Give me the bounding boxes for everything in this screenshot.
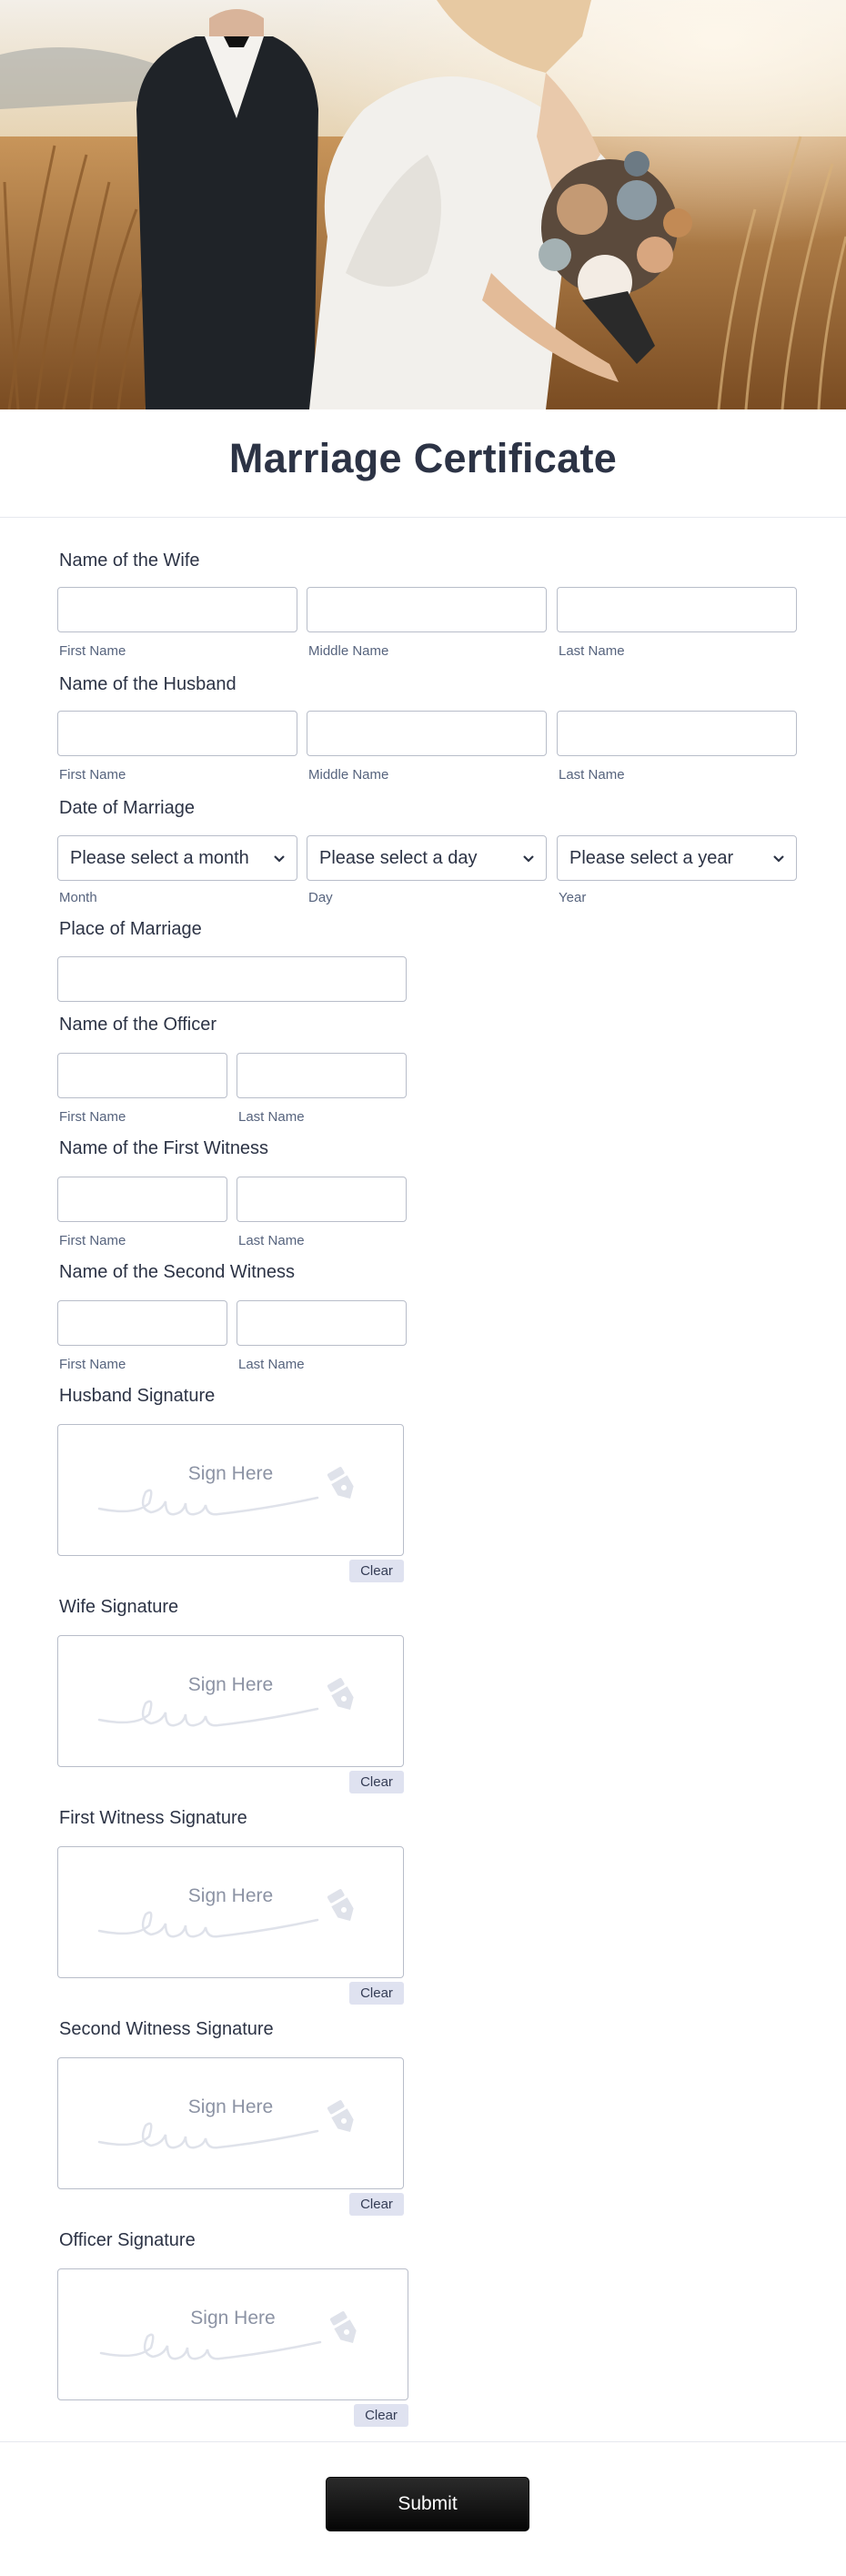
husband-name-label: Name of the Husband bbox=[59, 674, 237, 694]
officer-last-name-input[interactable] bbox=[237, 1053, 407, 1098]
place-of-marriage-input[interactable] bbox=[57, 956, 407, 1002]
chevron-down-icon bbox=[273, 852, 286, 864]
signature-scribble-icon bbox=[58, 2058, 404, 2189]
second-witness-first-name-input[interactable] bbox=[57, 1300, 227, 1346]
second-witness-last-name-sublabel: Last Name bbox=[238, 1357, 305, 1372]
place-of-marriage-label: Place of Marriage bbox=[59, 919, 202, 939]
husband-first-name-sublabel: First Name bbox=[59, 767, 126, 783]
wife-first-name-sublabel: First Name bbox=[59, 643, 126, 659]
hero-image bbox=[0, 0, 846, 409]
officer-name-label: Name of the Officer bbox=[59, 1015, 217, 1035]
sign-here-placeholder: Sign Here bbox=[187, 1463, 274, 1484]
wife-middle-name-input[interactable] bbox=[307, 587, 547, 632]
date-of-marriage-label: Date of Marriage bbox=[59, 798, 195, 818]
husband-signature-label: Husband Signature bbox=[59, 1386, 216, 1406]
second-witness-signature-clear-button[interactable]: Clear bbox=[349, 2193, 404, 2216]
signature-scribble-icon bbox=[58, 2269, 408, 2400]
husband-middle-name-sublabel: Middle Name bbox=[308, 767, 389, 783]
month-select-value: Please select a month bbox=[70, 847, 249, 868]
month-sublabel: Month bbox=[59, 890, 97, 905]
wife-signature-clear-button[interactable]: Clear bbox=[349, 1771, 404, 1793]
signature-scribble-icon bbox=[58, 1636, 404, 1767]
wife-first-name-input[interactable] bbox=[57, 587, 297, 632]
husband-middle-name-input[interactable] bbox=[307, 711, 547, 756]
officer-signature-label: Officer Signature bbox=[59, 2230, 196, 2250]
wife-middle-name-sublabel: Middle Name bbox=[308, 643, 389, 659]
first-witness-last-name-input[interactable] bbox=[237, 1177, 407, 1222]
submit-button[interactable]: Submit bbox=[326, 2477, 529, 2531]
sign-here-placeholder: Sign Here bbox=[187, 2096, 274, 2117]
signature-scribble-icon bbox=[58, 1425, 404, 1556]
officer-signature-pad[interactable] bbox=[57, 2268, 408, 2400]
wife-signature-pad[interactable] bbox=[57, 1635, 404, 1767]
sign-here-placeholder: Sign Here bbox=[187, 1885, 274, 1906]
form-title: Marriage Certificate bbox=[228, 435, 618, 481]
second-witness-first-name-sublabel: First Name bbox=[59, 1357, 126, 1372]
submit-divider bbox=[0, 2441, 846, 2442]
signature-scribble-icon bbox=[58, 1847, 404, 1978]
second-witness-signature-pad[interactable] bbox=[57, 2057, 404, 2189]
year-select[interactable] bbox=[557, 835, 797, 881]
husband-signature-clear-button[interactable]: Clear bbox=[349, 1560, 404, 1582]
husband-signature-pad[interactable] bbox=[57, 1424, 404, 1556]
husband-last-name-sublabel: Last Name bbox=[559, 767, 625, 783]
first-witness-first-name-input[interactable] bbox=[57, 1177, 227, 1222]
first-witness-name-label: Name of the First Witness bbox=[59, 1138, 269, 1158]
officer-last-name-sublabel: Last Name bbox=[238, 1109, 305, 1125]
officer-first-name-sublabel: First Name bbox=[59, 1109, 126, 1125]
officer-first-name-input[interactable] bbox=[57, 1053, 227, 1098]
chevron-down-icon bbox=[772, 852, 785, 864]
day-sublabel: Day bbox=[308, 890, 333, 905]
first-witness-signature-label: First Witness Signature bbox=[59, 1808, 247, 1828]
year-select-value: Please select a year bbox=[569, 847, 734, 868]
wife-last-name-sublabel: Last Name bbox=[559, 643, 625, 659]
officer-signature-clear-button[interactable]: Clear bbox=[354, 2404, 408, 2427]
first-witness-signature-pad[interactable] bbox=[57, 1846, 404, 1978]
first-witness-signature-clear-button[interactable]: Clear bbox=[349, 1982, 404, 2005]
day-select[interactable] bbox=[307, 835, 547, 881]
wife-last-name-input[interactable] bbox=[557, 587, 797, 632]
second-witness-last-name-input[interactable] bbox=[237, 1300, 407, 1346]
first-witness-last-name-sublabel: Last Name bbox=[238, 1233, 305, 1248]
second-witness-signature-label: Second Witness Signature bbox=[59, 2019, 274, 2039]
month-select[interactable] bbox=[57, 835, 297, 881]
husband-last-name-input[interactable] bbox=[557, 711, 797, 756]
chevron-down-icon bbox=[522, 852, 535, 864]
husband-first-name-input[interactable] bbox=[57, 711, 297, 756]
wife-name-label: Name of the Wife bbox=[59, 551, 200, 571]
title-divider bbox=[0, 517, 846, 518]
sign-here-placeholder: Sign Here bbox=[190, 2308, 276, 2329]
sign-here-placeholder: Sign Here bbox=[187, 1674, 274, 1695]
day-select-value: Please select a day bbox=[319, 847, 478, 868]
wife-signature-label: Wife Signature bbox=[59, 1597, 179, 1617]
first-witness-first-name-sublabel: First Name bbox=[59, 1233, 126, 1248]
second-witness-name-label: Name of the Second Witness bbox=[59, 1262, 296, 1282]
year-sublabel: Year bbox=[559, 890, 587, 905]
